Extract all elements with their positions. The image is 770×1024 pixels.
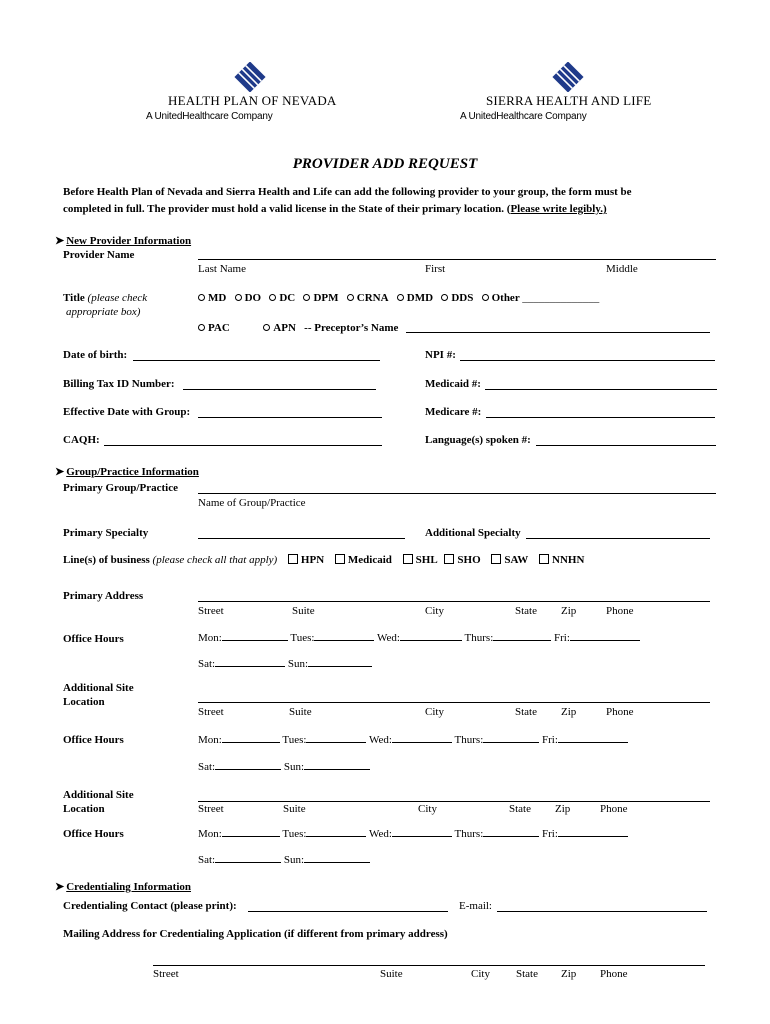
section-title: New Provider Information: [66, 235, 192, 247]
primary-address-label: Primary Address: [63, 590, 144, 602]
mon-hours-field[interactable]: [222, 742, 280, 743]
checkbox-icon: [444, 554, 454, 564]
office-hours-label: Office Hours: [63, 828, 124, 840]
title-option-crna[interactable]: CRNA: [347, 292, 389, 304]
middle-name-caption: Middle: [606, 263, 638, 275]
checkbox-icon: [539, 554, 549, 564]
page-title: PROVIDER ADD REQUEST: [292, 156, 478, 172]
addr-phone-caption: Phone: [600, 803, 628, 815]
checkbox-icon: [288, 554, 298, 564]
write-legibly-note: Please write legibly.): [510, 203, 607, 215]
title-option-dpm[interactable]: DPM: [303, 292, 338, 304]
lob-option-saw[interactable]: SAW: [483, 554, 528, 566]
logo-mark-icon: [458, 62, 658, 92]
addr-suite-caption: Suite: [292, 605, 315, 617]
intro-line-1: Before Health Plan of Nevada and Sierra Health and Life can add the following provider to your group, the form must be: [63, 186, 632, 198]
addr-street-caption: Street: [198, 605, 224, 617]
line-of-business-row: [63, 554, 584, 566]
addr-street-caption: Street: [198, 803, 224, 815]
last-name-caption: Last Name: [198, 263, 246, 275]
weekend-hours-row: Sat: Sun:: [198, 854, 370, 866]
logo-name: SIERRA HEALTH AND LIFE: [486, 93, 652, 108]
thurs-hours-field[interactable]: [483, 836, 539, 837]
sun-hours-field[interactable]: [304, 862, 370, 863]
title-option-dc[interactable]: DC: [269, 292, 295, 304]
sun-hours-field[interactable]: [308, 666, 372, 667]
weekend-hours-row: Sat: Sun:: [198, 761, 370, 773]
effective-date-field[interactable]: [198, 417, 382, 418]
email-label: E-mail:: [459, 900, 492, 912]
lob-option-hpn[interactable]: HPN: [280, 554, 324, 566]
lob-hint: (please check all that apply): [152, 554, 278, 566]
addr-suite-caption: Suite: [283, 803, 306, 815]
addr-zip-caption: Zip: [561, 706, 577, 718]
addr-zip-caption: Zip: [555, 803, 571, 815]
logo-subtitle: A UnitedHealthcare Company: [146, 111, 273, 122]
medicare-label: Medicare #:: [425, 406, 482, 418]
medicare-field[interactable]: [486, 417, 715, 418]
primary-specialty-label: Primary Specialty: [63, 527, 149, 539]
email-field[interactable]: [497, 911, 707, 912]
npi-field[interactable]: [460, 360, 715, 361]
title-option-md[interactable]: MD: [198, 292, 226, 304]
radio-circle-icon: [269, 294, 276, 301]
lob-label: Line(s) of business: [63, 554, 150, 566]
addr-city-caption: City: [418, 803, 437, 815]
addr-city-caption: City: [471, 968, 490, 980]
effective-date-label: Effective Date with Group:: [63, 406, 191, 418]
credentialing-contact-label: Credentialing Contact (please print):: [63, 900, 237, 912]
addr-state-caption: State: [509, 803, 531, 815]
radio-circle-icon: [198, 294, 205, 301]
title-option-apn[interactable]: APN: [263, 322, 296, 334]
billing-tax-id-label: Billing Tax ID Number:: [63, 378, 175, 390]
mailing-address-label: Mailing Address for Credentialing Application (if different from primary address): [63, 928, 448, 940]
lob-option-nnhn[interactable]: NNHN: [531, 554, 584, 566]
title-option-pac[interactable]: PAC: [198, 322, 230, 334]
hours-row: Mon: Tues: Wed: Thurs: Fri:: [198, 632, 640, 644]
sat-hours-field[interactable]: [215, 769, 281, 770]
fri-hours-field[interactable]: [558, 836, 628, 837]
checkbox-icon: [335, 554, 345, 564]
logo-mark-icon: [140, 62, 340, 92]
office-hours-label: Office Hours: [63, 734, 124, 746]
provider-name-field[interactable]: [198, 259, 716, 260]
sat-hours-field[interactable]: [215, 666, 285, 667]
dob-field[interactable]: [133, 360, 380, 361]
languages-field[interactable]: [536, 445, 716, 446]
primary-specialty-field[interactable]: [198, 538, 405, 539]
caqh-field[interactable]: [104, 445, 382, 446]
radio-circle-icon: [235, 294, 242, 301]
weekend-hours-row: Sat: Sun:: [198, 658, 372, 670]
section-group-practice: [55, 465, 199, 478]
mailing-address-field[interactable]: [153, 965, 705, 966]
addr-state-caption: State: [515, 605, 537, 617]
additional-site-2-field[interactable]: [198, 801, 710, 802]
addr-state-caption: State: [516, 968, 538, 980]
title-option-do[interactable]: DO: [235, 292, 262, 304]
section-credentialing: [55, 880, 191, 893]
section-title: Credentialing Information: [66, 881, 191, 893]
preceptor-label: -- Preceptor’s Name: [304, 322, 399, 334]
additional-specialty-field[interactable]: [526, 538, 710, 539]
sun-hours-field[interactable]: [304, 769, 370, 770]
lob-option-shl[interactable]: SHL: [395, 554, 438, 566]
lob-option-sho[interactable]: SHO: [440, 554, 480, 566]
mon-hours-field[interactable]: [222, 836, 280, 837]
title-option-other[interactable]: Other ______________: [482, 292, 600, 304]
title-hint: (please check: [87, 292, 148, 304]
radio-circle-icon: [303, 294, 310, 301]
radio-circle-icon: [263, 324, 270, 331]
sat-hours-field[interactable]: [215, 862, 281, 863]
title-hint-2: appropriate box): [66, 306, 141, 318]
intro-line-2-text: completed in full. The provider must hold a valid license in the State of their primary location. (: [63, 203, 511, 215]
radio-circle-icon: [347, 294, 354, 301]
addr-suite-caption: Suite: [380, 968, 403, 980]
credentialing-contact-field[interactable]: [248, 911, 448, 912]
arrow-bullet-icon: ➤: [55, 466, 65, 478]
addr-phone-caption: Phone: [606, 706, 634, 718]
checkbox-icon: [403, 554, 413, 564]
npi-label: NPI #:: [425, 349, 456, 361]
additional-site-label: Additional Site Location: [63, 682, 134, 708]
section-new-provider: [55, 234, 191, 247]
hours-row: Mon: Tues: Wed: Thurs: Fri:: [198, 734, 628, 746]
addr-zip-caption: Zip: [561, 968, 577, 980]
thurs-hours-field[interactable]: [493, 640, 551, 641]
office-hours-label: Office Hours: [63, 633, 124, 645]
thurs-hours-field[interactable]: [483, 742, 539, 743]
mon-hours-field[interactable]: [222, 640, 288, 641]
additional-site-1-field[interactable]: [198, 702, 710, 703]
addr-state-caption: State: [515, 706, 537, 718]
additional-site-label: Additional Site Location: [63, 789, 134, 815]
wed-hours-field[interactable]: [392, 742, 452, 743]
addr-phone-caption: Phone: [600, 968, 628, 980]
addr-suite-caption: Suite: [289, 706, 312, 718]
tues-hours-field[interactable]: [306, 836, 366, 837]
dob-label: Date of birth:: [63, 349, 128, 361]
section-title: Group/Practice Information: [66, 466, 199, 478]
wed-hours-field[interactable]: [400, 640, 462, 641]
addr-city-caption: City: [425, 706, 444, 718]
languages-label: Language(s) spoken #:: [425, 434, 531, 446]
radio-circle-icon: [441, 294, 448, 301]
medicaid-field[interactable]: [485, 389, 717, 390]
fri-hours-field[interactable]: [558, 742, 628, 743]
title-label: [63, 292, 147, 304]
intro-line-2: [63, 203, 607, 215]
title-options-row-2: [198, 322, 398, 334]
arrow-bullet-icon: ➤: [55, 235, 65, 247]
addr-city-caption: City: [425, 605, 444, 617]
title-option-dds[interactable]: DDS: [441, 292, 473, 304]
checkbox-icon: [491, 554, 501, 564]
wed-hours-field[interactable]: [392, 836, 452, 837]
preceptor-name-field[interactable]: [406, 332, 710, 333]
radio-circle-icon: [482, 294, 489, 301]
addr-zip-caption: Zip: [561, 605, 577, 617]
billing-tax-id-field[interactable]: [183, 389, 376, 390]
primary-address-field[interactable]: [198, 601, 710, 602]
addr-phone-caption: Phone: [606, 605, 634, 617]
primary-group-field[interactable]: [198, 493, 716, 494]
first-name-caption: First: [425, 263, 446, 275]
tues-hours-field[interactable]: [306, 742, 366, 743]
logo-subtitle: A UnitedHealthcare Company: [460, 111, 587, 122]
title-label-text: Title: [63, 292, 85, 304]
radio-circle-icon: [397, 294, 404, 301]
provider-name-label: Provider Name: [63, 249, 135, 261]
lob-option-medicaid[interactable]: Medicaid: [327, 554, 392, 566]
group-name-caption: Name of Group/Practice: [198, 497, 306, 509]
fri-hours-field[interactable]: [570, 640, 640, 641]
caqh-label: CAQH:: [63, 434, 100, 446]
tues-hours-field[interactable]: [314, 640, 374, 641]
addr-street-caption: Street: [153, 968, 179, 980]
addr-street-caption: Street: [198, 706, 224, 718]
radio-circle-icon: [198, 324, 205, 331]
hours-row: Mon: Tues: Wed: Thurs: Fri:: [198, 828, 628, 840]
title-option-dmd[interactable]: DMD: [397, 292, 433, 304]
additional-specialty-label: Additional Specialty: [425, 527, 521, 539]
arrow-bullet-icon: ➤: [55, 881, 65, 893]
title-options-row-1: [198, 292, 599, 304]
logo-name: HEALTH PLAN OF NEVADA: [168, 93, 337, 108]
medicaid-label: Medicaid #:: [425, 378, 481, 390]
primary-group-label: Primary Group/Practice: [63, 482, 178, 494]
